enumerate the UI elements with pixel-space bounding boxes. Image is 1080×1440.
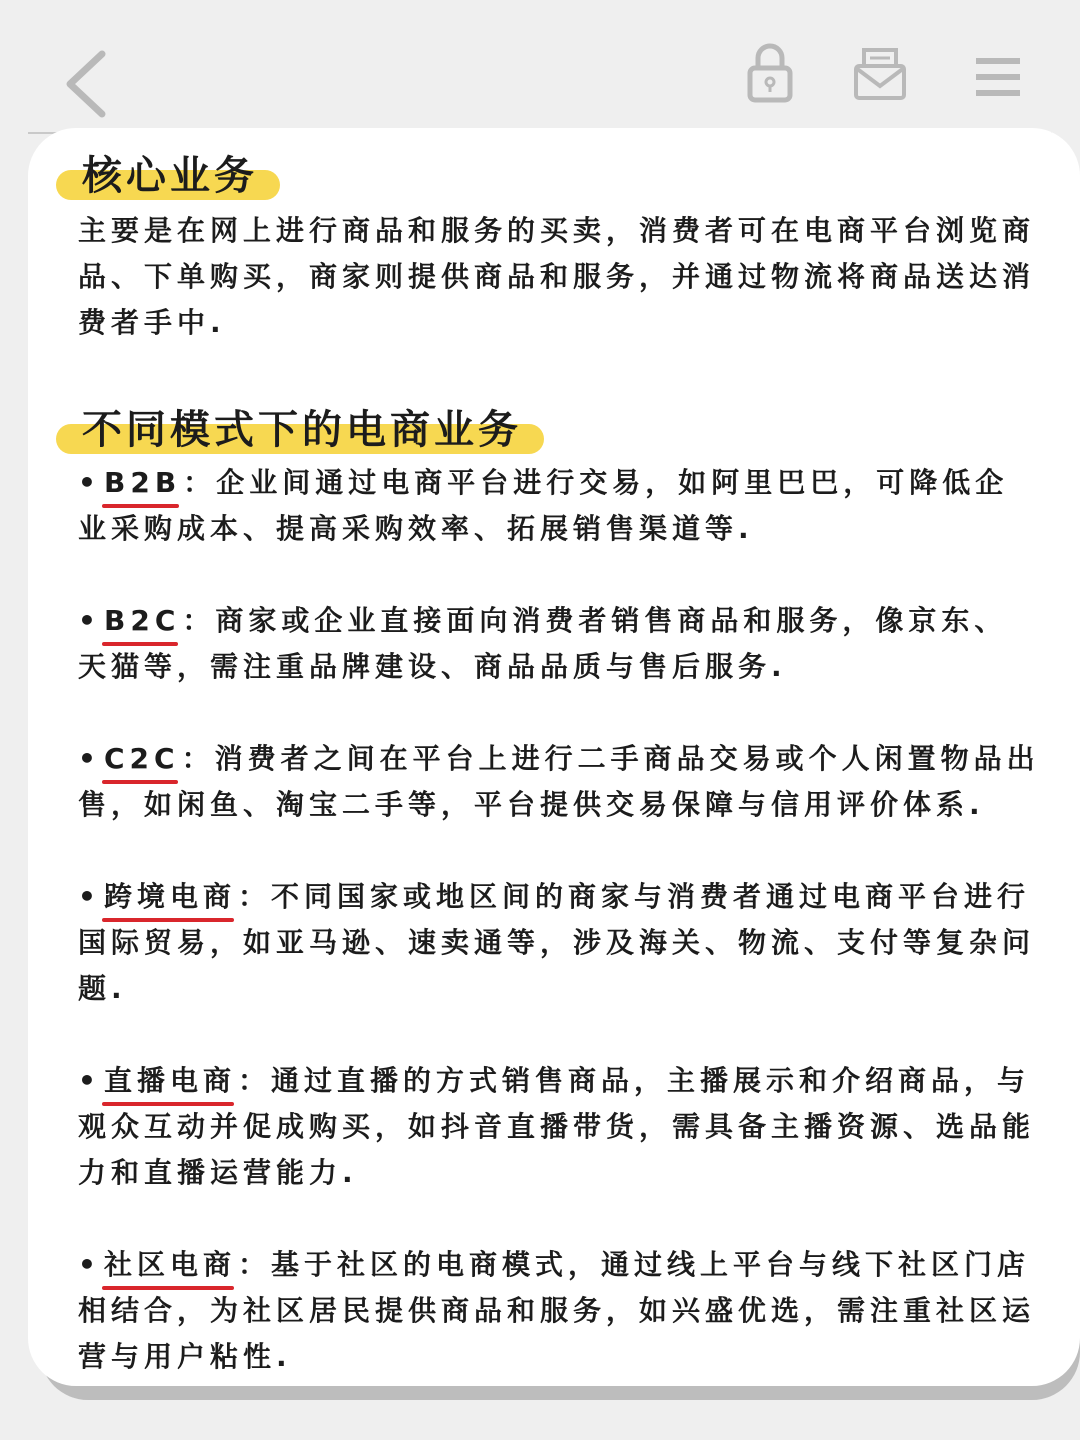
list-item-c2c: • C2C ：消费者之间在平台上进行二手商品交易或个人闲置物品出售，如闲鱼、淘宝二手等，平台提供交易保障与信用评价体系.: [78, 736, 1040, 828]
section-heading-models: 不同模式下的电商业务: [78, 402, 526, 458]
core-business-paragraph: 主要是在网上进行商品和服务的买卖，消费者可在电商平台浏览商品、下单购买，商家则提供商品和服务，并通过物流将商品送达消费者手中.: [78, 214, 1036, 339]
term-b2c: B2C: [102, 598, 182, 644]
term-b2b: B2B: [102, 460, 183, 506]
top-navigation-bar: [0, 0, 1080, 132]
list-item-cross-border: • 跨境电商 ：不同国家或地区间的商家与消费者通过电商平台进行国际贸易，如亚马逊、速卖通等，涉及海关、物流、支付等复杂问题.: [78, 874, 1040, 1012]
term-c2c: C2C: [102, 736, 182, 782]
list-item-b2c: • B2C ：商家或企业直接面向消费者销售商品和服务，像京东、天猫等，需注重品牌建设、商品品质与售后服务.: [78, 598, 1040, 690]
lock-icon[interactable]: [742, 40, 798, 104]
term-cross-border: 跨境电商: [102, 874, 238, 920]
article-content: [78, 148, 1040, 1380]
list-item-b2b: • B2B ：企业间通过电商平台进行交易，如阿里巴巴，可降低企业采购成本、提高采购效率、拓展销售渠道等.: [78, 460, 1040, 552]
model-list: [78, 460, 1040, 1380]
menu-icon[interactable]: [972, 54, 1024, 100]
list-item-live-streaming: • 直播电商 ：通过直播的方式销售商品，主播展示和介绍商品，与观众互动并促成购买，如抖音直播带货，需具备主播资源、选品能力和直播运营能力.: [78, 1058, 1040, 1196]
back-chevron-icon[interactable]: [58, 48, 114, 120]
term-community: 社区电商: [102, 1242, 238, 1288]
section-heading-core: 核心业务: [78, 148, 262, 204]
term-live-streaming: 直播电商: [102, 1058, 238, 1104]
list-item-community: • 社区电商 ：基于社区的电商模式，通过线上平台与线下社区门店相结合，为社区居民提供商品和服务，如兴盛优选，需注重社区运营与用户粘性.: [78, 1242, 1040, 1380]
mail-icon[interactable]: [852, 44, 908, 102]
